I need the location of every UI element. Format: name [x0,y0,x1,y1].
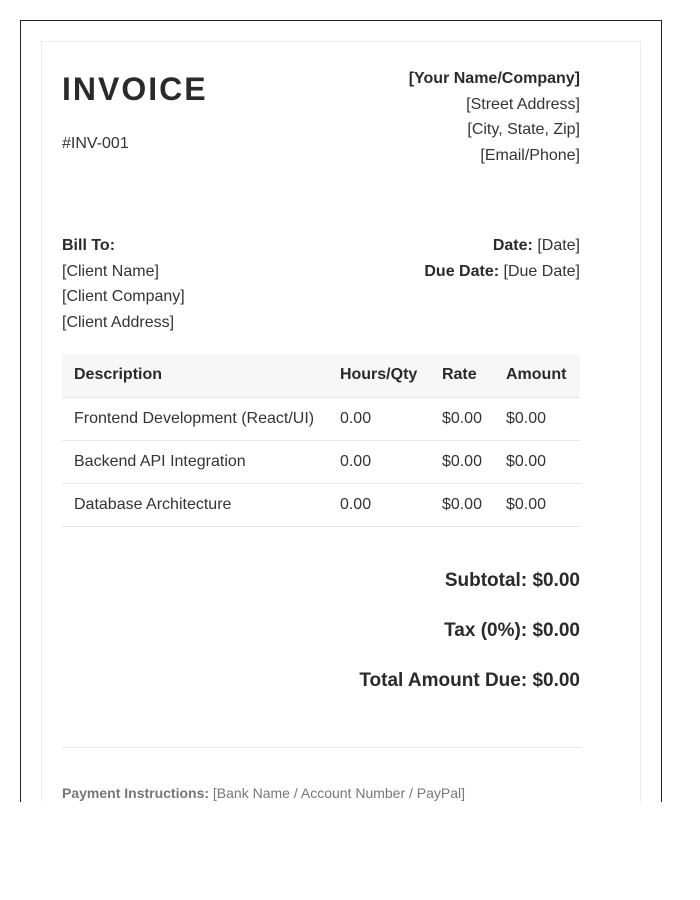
subtotal: Subtotal: $0.00 [444,570,580,591]
column-header-description: Description [62,354,328,397]
total-amount-due: Total Amount Due: $0.00 [359,670,580,691]
invoice-number: #INV-001 [62,135,129,152]
line-items-table [62,354,580,527]
cell-hours: 0.00 [328,483,430,526]
due-date-line [424,259,580,285]
cell-hours: 0.00 [328,440,430,483]
due-date-label: Due Date: [424,262,500,280]
invoice-title: INVOICE [62,71,208,107]
cell-rate: $0.00 [430,440,494,483]
date-line [424,233,580,259]
dates-block [424,233,580,335]
client-name: [Client Name] [62,262,159,280]
cell-hours: 0.00 [328,397,430,440]
billing-section [62,233,580,335]
company-contact: [Email/Phone] [480,146,580,164]
footer-divider [62,747,580,748]
table-row [62,483,580,526]
tax: Tax (0%): $0.00 [444,620,580,641]
cell-amount: $0.00 [494,440,580,483]
cell-rate: $0.00 [430,483,494,526]
table-header-row [62,354,580,397]
bill-to-label: Bill To: [62,237,116,254]
cell-amount: $0.00 [494,483,580,526]
client-address: [Client Address] [62,313,175,331]
date-value: [Date] [537,237,580,254]
company-info [409,66,580,168]
company-city: [City, State, Zip] [467,121,580,138]
cell-description: Database Architecture [62,483,328,526]
client-company: [Client Company] [62,288,185,305]
cell-description: Backend API Integration [62,440,328,483]
payment-instructions [62,785,602,801]
column-header-hours: Hours/Qty [328,354,430,397]
date-label: Date: [492,237,533,254]
company-name: [Your Name/Company] [408,70,580,87]
due-date-value: [Due Date] [503,262,580,280]
payment-instructions-value: [Bank Name / Account Number / PayPal] [212,785,466,801]
document-frame [20,20,662,802]
column-header-rate: Rate [430,354,494,397]
table-row [62,440,580,483]
invoice-header [62,66,580,168]
cell-amount: $0.00 [494,397,580,440]
column-header-amount: Amount [494,354,580,397]
invoice-title-block [62,66,208,168]
bill-to-block [62,233,185,335]
cell-rate: $0.00 [430,397,494,440]
totals-section [62,569,580,719]
table-row [62,397,580,440]
payment-instructions-label: Payment Instructions: [62,785,210,801]
company-street: [Street Address] [466,95,580,113]
cell-description: Frontend Development (React/UI) [62,397,328,440]
